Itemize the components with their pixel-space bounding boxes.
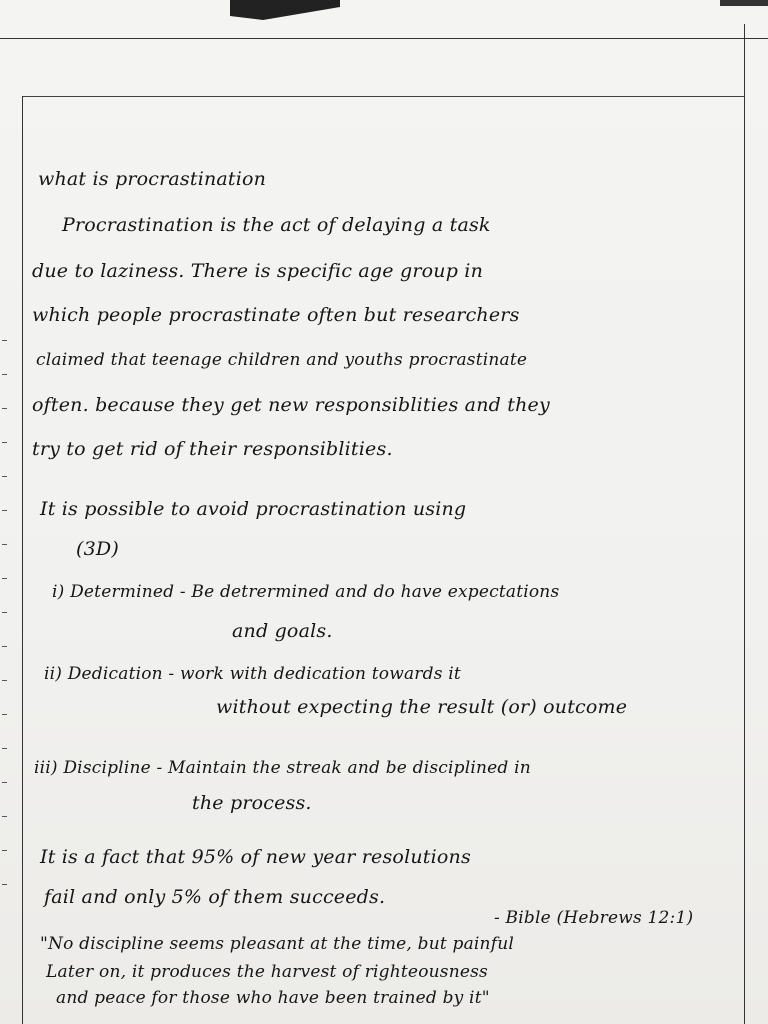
paragraph1-line: Procrastination is the act of delaying a task bbox=[62, 214, 491, 236]
top-rule-line bbox=[0, 38, 768, 39]
list-item-line: iii) Discipline - Maintain the streak and be disciplined in bbox=[34, 758, 531, 778]
page-top-corner bbox=[720, 0, 768, 6]
paragraph2-line: (3D) bbox=[76, 538, 119, 560]
page-title: what is procrastination bbox=[38, 168, 267, 190]
quote-attribution: - Bible (Hebrews 12:1) bbox=[494, 908, 694, 928]
list-item-line: ii) Dedication - work with dedication towards it bbox=[44, 664, 461, 684]
quote-line: "No discipline seems pleasant at the time, but painful bbox=[40, 934, 514, 954]
paragraph3-line: It is a fact that 95% of new year resolutions bbox=[40, 846, 471, 868]
quote-line: Later on, it produces the harvest of righteousness bbox=[46, 962, 488, 982]
header-rule-line bbox=[22, 96, 744, 97]
page-top-fold bbox=[230, 0, 340, 20]
list-item-line: and goals. bbox=[232, 620, 333, 642]
left-margin-line bbox=[22, 96, 23, 1024]
paragraph1-line: often. because they get new responsiblities and they bbox=[32, 394, 550, 416]
list-item-line: the process. bbox=[192, 792, 312, 814]
paragraph1-line: which people procrastinate often but researchers bbox=[32, 304, 520, 326]
list-item-line: without expecting the result (or) outcome bbox=[216, 696, 628, 718]
quote-line: and peace for those who have been trained by it" bbox=[56, 988, 490, 1008]
paragraph1-line: claimed that teenage children and youths procrastinate bbox=[36, 350, 528, 370]
right-margin-line bbox=[744, 24, 745, 1024]
paragraph2-line: It is possible to avoid procrastination using bbox=[40, 498, 467, 520]
paragraph1-line: due to laziness. There is specific age group in bbox=[32, 260, 484, 282]
paragraph1-line: try to get rid of their responsiblities. bbox=[32, 438, 393, 460]
paragraph3-line: fail and only 5% of them succeeds. bbox=[44, 886, 386, 908]
list-item-line: i) Determined - Be detrermined and do have expectations bbox=[52, 582, 560, 602]
